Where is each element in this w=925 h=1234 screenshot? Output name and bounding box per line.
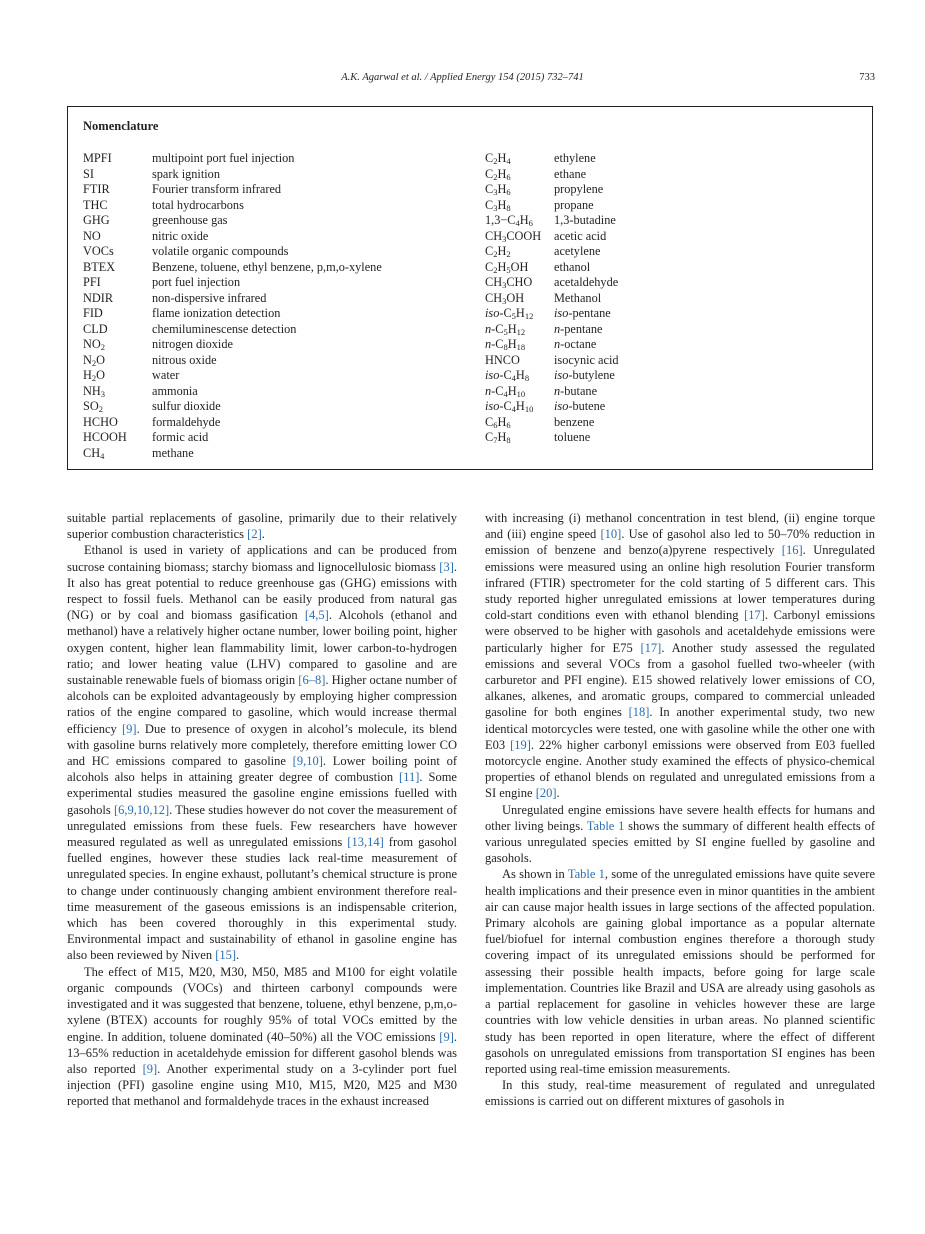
nomenclature-abbreviation: $C_2H_4$ <box>485 151 511 166</box>
nomenclature-definition: isocynic acid <box>554 352 619 367</box>
nomenclature-abbreviation: MPFI <box>83 151 112 165</box>
nomenclature-entry <box>83 430 382 446</box>
nomenclature-right-column <box>485 151 619 446</box>
citation-link[interactable]: Table 1 <box>586 818 625 833</box>
citation-link[interactable]: [2] <box>247 527 262 542</box>
paragraph-text: . Alcohols (ethanol and methanol) have a relatively higher octane number, lower boiling point, higher oxygen content, higher lean flammability limit, lower carbon-to-hydrogen ratio; and lower heating value (LHV) compared to gasoline and are sustainable renewable fuels of biomass origin <box>67 608 457 688</box>
citation-link[interactable]: [13,14] <box>347 835 384 850</box>
nomenclature-definition: acetylene <box>554 244 601 258</box>
nomenclature-abbreviation: $C_3H_8$ <box>485 197 511 213</box>
citation-link[interactable]: [19] <box>510 737 531 752</box>
nomenclature-definition: spark ignition <box>152 166 220 181</box>
paragraph-text: . <box>556 786 560 801</box>
paragraph-text: . Use of gasohol also led to 50–70% reduction in emission of benzene and benzo(a)pyrene respectively <box>485 527 875 558</box>
nomenclature-definition: Benzene, toluene, ethyl benzene, p,m,o-xylene <box>152 259 382 274</box>
citation-link[interactable]: [10] <box>600 527 622 542</box>
nomenclature-definition: ethane <box>554 166 587 181</box>
nomenclature-abbreviation: SI <box>83 166 94 181</box>
nomenclature-definition: port fuel injection <box>152 275 241 289</box>
paragraph-text: Ethanol is used in variety of applications and can be produced from sucrose containing biomass; starchy biomass and lignocellulosic biomass <box>67 543 457 574</box>
nomenclature-entry <box>83 322 382 338</box>
nomenclature-abbreviation: BTEX <box>83 259 116 274</box>
nomenclature-definition: propane <box>554 197 594 212</box>
nomenclature-definition: nitrous oxide <box>152 352 217 367</box>
nomenclature-definition: iso-butylene <box>554 368 615 382</box>
nomenclature-abbreviation: PFI <box>83 275 101 289</box>
paragraph-text: . <box>236 948 240 963</box>
nomenclature-entry <box>485 182 619 198</box>
citation-link[interactable]: Table 1 <box>567 867 605 882</box>
paragraph-text: In this study, real-time measurement of regulated and unregulated emissions is carried out on different mixtures of gasohols in <box>485 1078 875 1109</box>
paragraph <box>67 542 457 963</box>
paragraph <box>67 964 457 1110</box>
nomenclature-abbreviation: $C_3H_6$ <box>485 182 511 197</box>
nomenclature-entry <box>485 415 619 431</box>
paragraph-text: suitable partial replacements of gasoline, primarily due to their relatively superior combustion characteristics <box>67 511 457 542</box>
nomenclature-entry <box>83 337 382 353</box>
citation-link[interactable]: [16] <box>781 543 803 558</box>
nomenclature-abbreviation: $C_6H_6$ <box>485 414 511 430</box>
citation-link[interactable]: [4,5] <box>304 608 329 623</box>
nomenclature-entry <box>83 213 382 229</box>
nomenclature-definition: sulfur dioxide <box>152 399 221 413</box>
nomenclature-definition: formaldehyde <box>152 414 221 429</box>
nomenclature-entry <box>485 384 619 400</box>
nomenclature-title: Nomenclature <box>83 119 159 133</box>
nomenclature-abbreviation: $CH_3CHO$ <box>485 275 533 290</box>
nomenclature-entry <box>485 229 619 245</box>
page-number: 733 <box>859 72 875 83</box>
nomenclature-abbreviation: $n-C_8H_{18}$ <box>485 337 526 352</box>
body-right-column <box>485 510 875 1110</box>
nomenclature-abbreviation: HCHO <box>83 414 118 429</box>
nomenclature-definition: nitrogen dioxide <box>152 337 233 351</box>
nomenclature-abbreviation: $NO_2$ <box>83 337 106 352</box>
paragraph-text: . Some experimental studies measured the gasoline engine emissions fuelled with gasohols <box>67 770 457 817</box>
nomenclature-entry <box>83 275 382 291</box>
paragraph-text: . Another experimental study on a 3-cylinder port fuel injection (PFI) gasoline engine using M10, M15, M20, M25 and M30 reported that methanol and formaldehyde traces in the exhaust increased <box>67 1061 458 1109</box>
citation-link[interactable]: [6–8] <box>298 673 326 688</box>
nomenclature-definition: volatile organic compounds <box>152 244 289 258</box>
paragraph-text: . Unregulated emissions were measured using an online high resolution Fourier transform infrared (FTIR) spectrometer for the cold starting of 5 different cars. This study reported higher unregulated emissions at lower temperatures during cold-start conditions even with ethanol blending <box>485 543 876 623</box>
nomenclature-abbreviation: NO <box>83 228 101 243</box>
nomenclature-abbreviation: iso-$C_4H_{10}$ <box>485 399 534 414</box>
nomenclature-abbreviation: iso-$C_5H_{12}$ <box>485 306 534 321</box>
nomenclature-abbreviation: HNCO <box>485 352 520 367</box>
body-left-column <box>67 510 457 1110</box>
nomenclature-entry <box>83 244 382 260</box>
nomenclature-entry <box>83 368 382 384</box>
paragraph-text: . These studies however do not cover the measurement of unregulated emissions from these fuels. Few researchers have however measured regulated as well as unregulated emissions <box>67 802 457 850</box>
nomenclature-entry <box>485 244 619 260</box>
paragraph <box>485 1077 875 1109</box>
citation-link[interactable]: [11] <box>399 770 420 785</box>
nomenclature-definition: ammonia <box>152 383 198 398</box>
nomenclature-entry <box>485 260 619 276</box>
nomenclature-abbreviation: iso-$C_4H_8$ <box>485 368 530 383</box>
nomenclature-definition: greenhouse gas <box>152 213 228 227</box>
nomenclature-entry <box>485 337 619 353</box>
nomenclature-abbreviation: $N_2O$ <box>83 352 106 368</box>
paragraph-text: . Another study assessed the regulated emissions and several VOCs from a gasohol fuelled two-wheeler (with carburetor and PFI engine). E15 showed relatively lower emissions of CO, alkanes, alkenes, and aromatic groups, compared to commercial unleaded gasoline for both engines <box>485 640 875 720</box>
nomenclature-entry <box>485 198 619 214</box>
running-head <box>0 72 925 88</box>
nomenclature-definition: methane <box>152 445 194 460</box>
nomenclature-entry <box>83 198 382 214</box>
nomenclature-definition: water <box>152 368 180 382</box>
citation-link[interactable]: [18] <box>628 705 650 720</box>
paragraph <box>67 510 457 542</box>
citation-link[interactable]: [17] <box>744 608 765 623</box>
nomenclature-entry <box>83 229 382 245</box>
paragraph-text: The effect of M15, M20, M30, M50, M85 and M100 for eight volatile organic compounds (VOCs) and thirteen carbonyl compounds were investigated and it was suggested that benzene, toluene, ethyl benzene, p,m,o-xylene (BTEX) accounts for roughly 95% of total VOCs emitted by the engine. In addition, toluene dominated (40–50%) all the VOC emissions <box>67 964 457 1044</box>
nomenclature-definition: 1,3-butadine <box>554 213 616 227</box>
nomenclature-abbreviation: $NH_3$ <box>83 383 106 399</box>
paragraph-text: . Carbonyl emissions were observed to be higher with gasohols and acetaldehyde emissions were particularly higher for E75 <box>485 608 875 655</box>
paragraph <box>485 510 875 802</box>
paragraph-text: , some of the unregulated emissions have quite severe health implications and their presence even in minor quantities in the ambient air can cause major health issues in large sections of the affected population. Primary alcohols are gaining global importance as a popular alternate fuel/biofuel for internal combustion engines therefore a thorough study covering impact of its unregulated emissions should be performed for assessing their possible health impacts, before going for large scale implementation. Countries like Brazil and USA are already using gasohols as a partial replacement for gasoline in vehicles however these are large countries with low vehicle densities in urban areas. No planned scientific study has been reported in open literature, where the effect of different gasohols on unregulated emissions from transportation SI engines has been reported using real-time emission measurements. <box>485 867 875 1076</box>
nomenclature-definition: chemiluminescense detection <box>152 321 297 336</box>
nomenclature-definition: non-dispersive infrared <box>152 290 267 305</box>
nomenclature-entry <box>485 322 619 338</box>
nomenclature-abbreviation: $C_2H_5OH$ <box>485 259 529 275</box>
nomenclature-abbreviation: FID <box>83 306 103 320</box>
nomenclature-entry <box>485 151 619 167</box>
nomenclature-entry <box>485 167 619 183</box>
paragraph-text: . Due to presence of oxygen in alcohol’s molecule, its blend with gasoline burns relatively more completely, therefore emitting lower CO and HC emissions compared to gasoline <box>67 721 457 769</box>
nomenclature-entry <box>83 182 382 198</box>
running-head-text: A.K. Agarwal et al. / Applied Energy 154 (2015) 732–741 <box>341 72 584 83</box>
nomenclature-abbreviation: $H_2O$ <box>83 368 106 383</box>
citation-link[interactable]: [17] <box>640 640 662 655</box>
paragraph-text: . <box>261 527 265 542</box>
nomenclature-entry <box>83 260 382 276</box>
nomenclature-definition: n-octane <box>554 337 597 351</box>
nomenclature-entry <box>485 368 619 384</box>
citation-link[interactable]: [20] <box>535 786 557 801</box>
nomenclature-abbreviation: CLD <box>83 321 108 336</box>
nomenclature-abbreviation: VOCs <box>83 244 114 258</box>
nomenclature-entry <box>485 275 619 291</box>
nomenclature-entry <box>485 399 619 415</box>
nomenclature-entry <box>83 151 382 167</box>
nomenclature-abbreviation: $n-C_4H_{10}$ <box>485 383 526 399</box>
paragraph-text: with increasing (i) methanol concentration in test blend, (ii) engine torque and (iii) engine speed <box>485 511 875 542</box>
citation-link[interactable]: [9] <box>121 721 137 736</box>
paragraph-text: . In another experimental study, two new identical motorcycles were tested, one with gasoline while the other one with E03 <box>485 705 876 752</box>
paragraph-text: . 22% higher carbonyl emissions were observed from E03 fuelled motorcycle engine. Another study examined the effects of physico-chemical properties of ethanol blends on regulated and unregulated emissions from a SI engine <box>485 737 876 801</box>
nomenclature-definition: multipoint port fuel injection <box>152 151 295 165</box>
nomenclature-abbreviation: $CH_3OH$ <box>485 290 525 306</box>
nomenclature-definition: n-butane <box>554 383 598 398</box>
nomenclature-entry <box>83 399 382 415</box>
paragraph-text: . Lower boiling point of alcohols also helps in attaining greater degree of combustion <box>67 754 458 785</box>
citation-link[interactable]: [9] <box>439 1029 454 1044</box>
nomenclature-entry <box>83 291 382 307</box>
citation-link[interactable]: [3] <box>439 559 454 574</box>
nomenclature-entry <box>83 446 382 462</box>
nomenclature-left-column <box>83 151 382 461</box>
nomenclature-abbreviation: $CH_3COOH$ <box>485 228 542 244</box>
nomenclature-definition: formic acid <box>152 430 209 444</box>
nomenclature-entry <box>485 430 619 446</box>
nomenclature-definition: acetaldehyde <box>554 275 619 289</box>
paragraph-text: . Higher octane number of alcohols can be exploited advantageously by employing higher compression ratios of the engine compared to gasoline, which would increase thermal efficiency <box>67 673 457 736</box>
nomenclature-entry <box>83 306 382 322</box>
nomenclature-abbreviation: $CH_4$ <box>83 445 105 461</box>
nomenclature-entry <box>83 353 382 369</box>
nomenclature-definition: flame ionization detection <box>152 306 281 320</box>
nomenclature-abbreviation: $SO_2$ <box>83 399 103 414</box>
nomenclature-definition: ethanol <box>554 259 591 274</box>
paragraph-text: from gasohol fuelled engines, however these studies lack real-time measurement of unregulated species. In engine exhaust, pollutant’s chemical structure is prone to change under continuously changing ambient environment therefore real-time measurement of the gaseous emissions is an indispensable criterion, which has been covered thoroughly in this experimental study. Environmental impact and sustainability of ethanol in gasoline engine has also been reviewed by Niven <box>67 835 457 963</box>
nomenclature-entry <box>485 291 619 307</box>
nomenclature-definition: acetic acid <box>554 228 607 243</box>
nomenclature-entry <box>485 353 619 369</box>
nomenclature-definition: ethylene <box>554 151 596 165</box>
nomenclature-abbreviation: $C_2H_2$ <box>485 244 511 259</box>
nomenclature-entry <box>485 213 619 229</box>
paragraph <box>485 866 875 1077</box>
nomenclature-abbreviation: FTIR <box>83 182 110 196</box>
nomenclature-abbreviation: THC <box>83 197 108 212</box>
nomenclature-abbreviation: $n-C_5H_{12}$ <box>485 321 526 337</box>
nomenclature-definition: toluene <box>554 430 591 444</box>
nomenclature-definition: iso-pentane <box>554 306 611 320</box>
nomenclature-definition: benzene <box>554 414 595 429</box>
nomenclature-entry <box>83 384 382 400</box>
nomenclature-entry <box>83 415 382 431</box>
nomenclature-definition: Methanol <box>554 290 602 305</box>
nomenclature-definition: Fourier transform infrared <box>152 182 282 196</box>
citation-link[interactable]: [9,10] <box>292 754 323 769</box>
paragraph-text: . It also has great potential to reduce greenhouse gas (GHG) emissions with respect to fossil fuels. Methanol can be easily produced from natural gas (NG) or by coal and biomass gasification <box>67 559 457 623</box>
paragraph-text: shows the summary of different health effects of various unregulated species emitted by SI engine fuelled by gasoline and gasohols. <box>485 818 875 866</box>
nomenclature-definition: iso-butene <box>554 399 606 413</box>
nomenclature-abbreviation: HCOOH <box>83 430 127 444</box>
nomenclature-definition: nitric oxide <box>152 228 209 243</box>
nomenclature-definition: n-pentane <box>554 321 603 336</box>
nomenclature-abbreviation: NDIR <box>83 290 114 305</box>
paragraph-text: Unregulated engine emissions have severe health effects for humans and other living beings. <box>485 802 875 833</box>
paragraph-text: . 13–65% reduction in acetaldehyde emission for different gasohol blends was also reported <box>67 1029 457 1076</box>
paragraph-text: As shown in <box>502 867 568 882</box>
nomenclature-entry <box>485 306 619 322</box>
citation-link[interactable]: [6,9,10,12] <box>113 802 170 817</box>
nomenclature-abbreviation: GHG <box>83 213 110 227</box>
citation-link[interactable]: [15] <box>215 948 237 963</box>
nomenclature-definition: propylene <box>554 182 604 196</box>
nomenclature-abbreviation: $C_2H_6$ <box>485 166 511 182</box>
nomenclature-abbreviation: $C_7H_8$ <box>485 430 511 445</box>
paragraph <box>485 802 875 867</box>
nomenclature-entry <box>83 167 382 183</box>
nomenclature-definition: total hydrocarbons <box>152 197 244 212</box>
citation-link[interactable]: [9] <box>142 1061 158 1076</box>
nomenclature-abbreviation: $1,3-C_4H_6$ <box>485 213 533 228</box>
nomenclature-box <box>67 106 873 470</box>
